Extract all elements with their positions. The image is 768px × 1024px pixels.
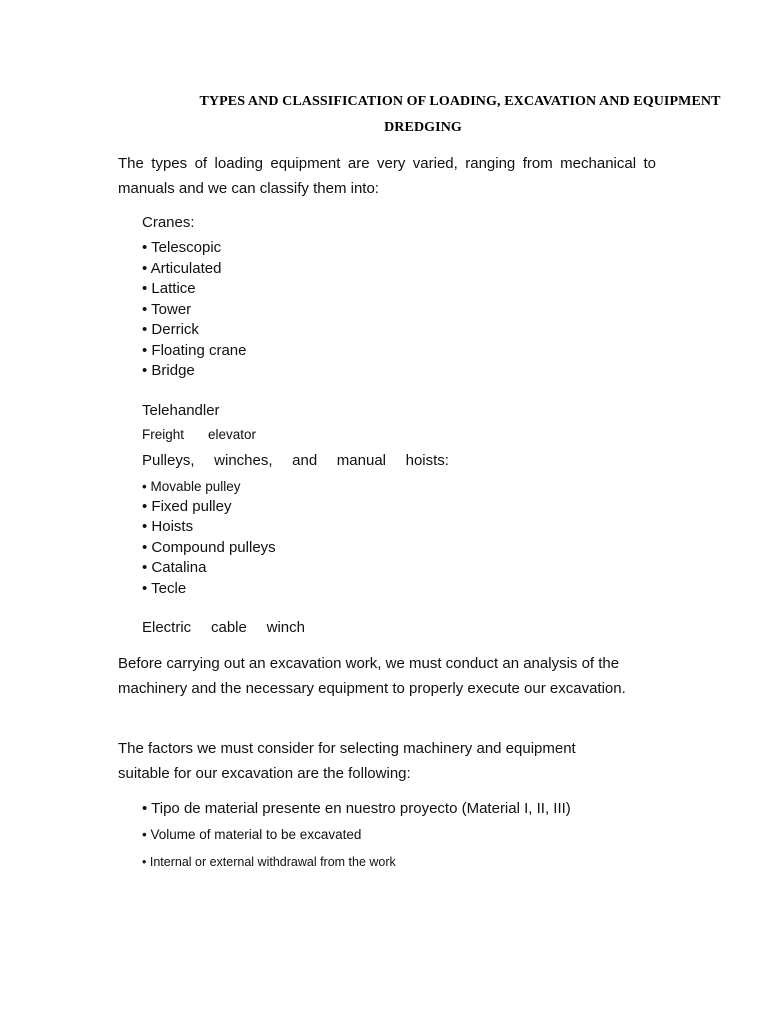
factor-item: • Internal or external withdrawal from the work: [142, 855, 396, 869]
crane-item: • Bridge: [142, 362, 195, 379]
pulley-item: • Hoists: [142, 518, 194, 535]
pulleys-heading-word: hoists:: [405, 452, 449, 469]
pulleys-heading-word: Pulleys,: [142, 452, 195, 469]
pulleys-heading: [142, 451, 449, 471]
document-title-line1: TYPES AND CLASSIFICATION OF LOADING, EXCAVATION AND EQUIPMENT: [199, 94, 721, 109]
factors-paragraph: The factors we must consider for selecting machinery and equipment suitable for our excavation are the following:: [118, 740, 576, 782]
pulleys-heading-word: winches,: [214, 452, 273, 469]
pulley-item: • Fixed pulley: [142, 498, 232, 515]
document-title-line2: DREDGING: [384, 120, 462, 135]
electric-cable-winch-label: [142, 618, 305, 638]
factor-item: • Tipo de material presente en nuestro proyecto (Material I, II, III): [142, 800, 571, 817]
elevator-word: elevator: [207, 427, 256, 442]
freight-elevator-label: [142, 425, 256, 445]
winch-word: winch: [266, 619, 305, 636]
crane-item: • Telescopic: [142, 239, 222, 256]
freight-word: Freight: [142, 427, 185, 442]
crane-item: • Tower: [142, 301, 192, 318]
pulley-item: • Compound pulleys: [142, 539, 276, 556]
crane-item: • Floating crane: [142, 342, 247, 359]
crane-item: • Derrick: [142, 321, 199, 338]
pulley-item: • Movable pulley: [142, 479, 241, 494]
excavation-paragraph: Before carrying out an excavation work, we must conduct an analysis of the machinery and the necessary equipment to properly execute our excavation.: [118, 655, 626, 697]
telehandler-label: Telehandler: [142, 402, 220, 419]
pulley-item: • Tecle: [142, 580, 187, 597]
crane-item: • Articulated: [142, 260, 222, 277]
intro-paragraph: The types of loading equipment are very varied, ranging from mechanical to manuals and we can classify them into:: [118, 155, 656, 197]
pulleys-heading-word: manual: [336, 452, 386, 469]
factor-item: • Volume of material to be excavated: [142, 827, 362, 842]
crane-item: • Lattice: [142, 280, 196, 297]
cable-word: cable: [210, 619, 247, 636]
electric-word: Electric: [142, 619, 192, 636]
cranes-heading: Cranes:: [142, 214, 195, 231]
pulleys-heading-word: and: [292, 452, 318, 469]
pulley-item: • Catalina: [142, 559, 207, 576]
